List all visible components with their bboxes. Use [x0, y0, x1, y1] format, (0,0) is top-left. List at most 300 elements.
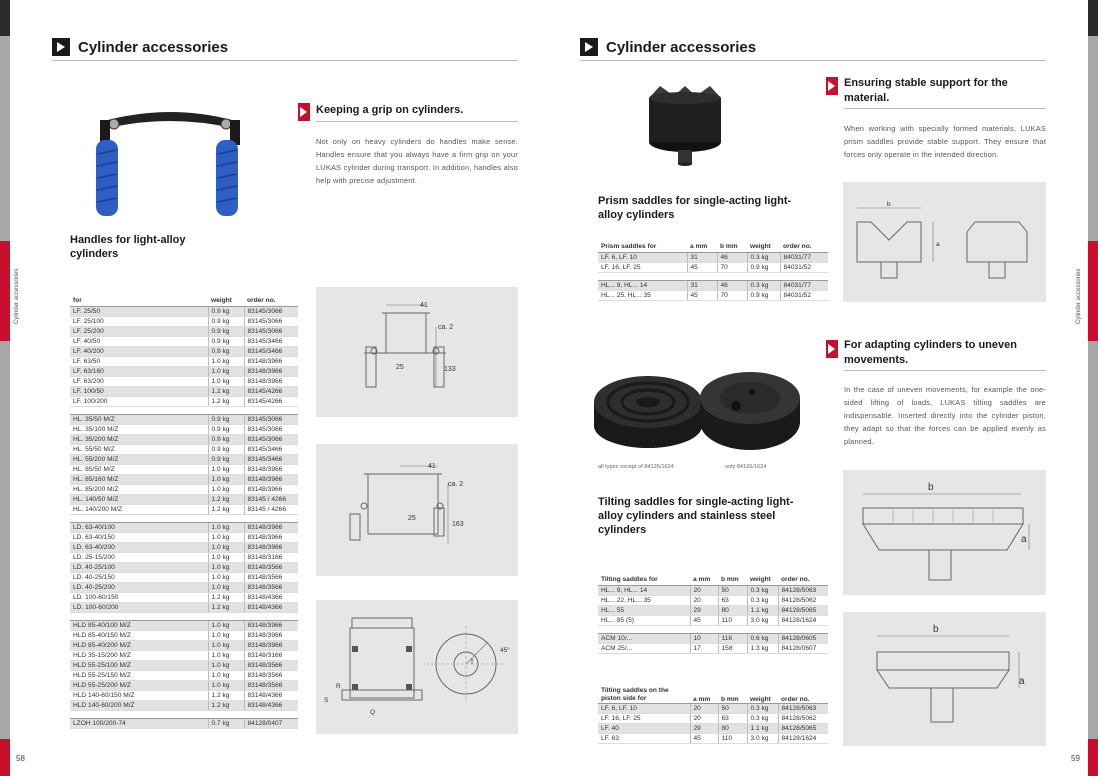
table-cell: 83148/3966 — [244, 484, 298, 494]
group-separator — [70, 406, 298, 414]
table-cell: 84031/52 — [780, 290, 828, 300]
table-cell: 1.2 kg — [208, 386, 244, 396]
table-cell: 84128/5063 — [778, 585, 828, 595]
tilting-table — [598, 575, 828, 654]
table-cell: 84128/5063 — [778, 704, 828, 714]
left-edge-dark — [0, 0, 10, 36]
table-cell: 0.3 kg — [747, 280, 780, 290]
page-number-right: 59 — [1071, 754, 1080, 763]
table-cell: HL... 9, HL... 14 — [598, 585, 690, 595]
table-row — [598, 734, 828, 744]
table-cell: HL... 85 (5) — [598, 615, 690, 625]
table-cell: 50 — [718, 704, 747, 714]
table-cell: LD. 100-60/200 — [70, 602, 208, 612]
col-header: Prism saddles for — [598, 242, 687, 252]
svg-text:25: 25 — [408, 515, 416, 522]
table-row — [70, 660, 298, 670]
table-cell: 1.0 kg — [208, 650, 244, 660]
table-cell: LF. 100/200 — [70, 396, 208, 406]
table-row — [598, 290, 828, 300]
table-cell: 83145/3466 — [244, 454, 298, 464]
table-cell: 1.2 kg — [208, 700, 244, 710]
table-row — [70, 562, 298, 572]
table-cell: HLD 85-40/100 M/Z — [70, 620, 208, 630]
table-row — [70, 602, 298, 612]
table-row — [70, 434, 298, 444]
table-cell: 1.2 kg — [208, 504, 244, 514]
adapting-heading: For adapting cylinders to uneven movements. — [844, 339, 1017, 366]
svg-text:R: R — [336, 683, 341, 690]
col-header: order no. — [778, 686, 828, 704]
adapting-rule — [844, 370, 1046, 371]
table-cell: 1.1 kg — [747, 724, 778, 734]
table-row — [70, 366, 298, 376]
table-cell: 84128/5062 — [778, 714, 828, 724]
table-cell: 84031/77 — [780, 252, 828, 262]
prism-title: Prism saddles for single-acting light-alloy cylinders — [598, 195, 792, 221]
caption-all-types: all types except of 84126/1624 — [598, 464, 674, 470]
col-header: b mm — [717, 242, 747, 252]
right-edge-grey-top — [1088, 36, 1098, 241]
table-cell: 83148/3966 — [244, 356, 298, 366]
right-edge-red-bottom — [1088, 739, 1098, 776]
table-cell: 1.0 kg — [208, 572, 244, 582]
table-row — [598, 280, 828, 290]
arrow-icon — [826, 77, 838, 95]
table-row — [70, 592, 298, 602]
table-cell: HL. 140/200 M/Z — [70, 504, 208, 514]
table-cell: 0.9 kg — [208, 444, 244, 454]
table-cell: 1.0 kg — [208, 366, 244, 376]
group-separator — [598, 625, 828, 633]
table-row — [70, 650, 298, 660]
tilting-drawing-1 — [843, 470, 1046, 595]
table-row — [70, 316, 298, 326]
cylinder-drawing-2 — [316, 444, 518, 576]
col-header: for — [70, 296, 208, 306]
table-cell: HL. 140/50 M/Z — [70, 494, 208, 504]
table-cell: LF. 40 — [598, 724, 690, 734]
table-cell: 83145 / 4266 — [244, 504, 298, 514]
table-cell: 83148/3166 — [244, 552, 298, 562]
table-cell: HLD 55-25/200 M/Z — [70, 680, 208, 690]
table-cell: HLD 140-60/200 M/Z — [70, 700, 208, 710]
handle-photo — [90, 102, 250, 222]
table-cell: LD. 63-40/150 — [70, 532, 208, 542]
table-cell: LD. 63-40/200 — [70, 542, 208, 552]
table-cell: HL. 35/200 M/Z — [70, 434, 208, 444]
svg-text:163: 163 — [452, 521, 464, 528]
svg-text:133: 133 — [444, 366, 456, 373]
table-cell: LF. 63 — [598, 734, 690, 744]
table-row — [70, 620, 298, 630]
svg-text:T: T — [470, 659, 474, 666]
table-row — [70, 690, 298, 700]
arrow-icon — [52, 38, 70, 56]
grip-rule — [316, 121, 518, 122]
tilting-saddle-photos — [590, 368, 810, 458]
svg-text:a: a — [936, 241, 940, 248]
svg-text:a: a — [1021, 534, 1027, 545]
table-cell: 83148/3566 — [244, 660, 298, 670]
table-row — [70, 700, 298, 710]
right-page-header — [580, 36, 756, 58]
tilting-drawing-2 — [843, 612, 1046, 746]
table-cell: LD. 100-60/150 — [70, 592, 208, 602]
table-cell: LD. 25-15/200 — [70, 552, 208, 562]
cylinder-drawing-1 — [316, 287, 518, 417]
col-header: a mm — [690, 575, 718, 585]
table-row — [70, 494, 298, 504]
piston-table — [598, 686, 828, 744]
handles-table — [70, 296, 298, 729]
table-cell: 83145/3066 — [244, 306, 298, 316]
table-cell: 0.9 kg — [208, 346, 244, 356]
table-cell: 83148/4366 — [244, 690, 298, 700]
prism-saddle-photo — [640, 80, 730, 170]
table-cell: 29 — [690, 724, 718, 734]
table-cell: LF. 63/50 — [70, 356, 208, 366]
grip-heading: Keeping a grip on cylinders. — [316, 104, 464, 116]
col-header: weight — [747, 686, 778, 704]
col-header: order no. — [780, 242, 828, 252]
table-cell: 70 — [717, 262, 747, 272]
table-row — [70, 670, 298, 680]
table-cell: 1.3 kg — [747, 643, 778, 653]
table-cell: 1.0 kg — [208, 376, 244, 386]
table-cell: 83145/3066 — [244, 424, 298, 434]
svg-text:25: 25 — [396, 364, 404, 371]
table-cell: 84128/1624 — [778, 734, 828, 744]
table-cell: 0.3 kg — [747, 252, 780, 262]
table-row — [598, 585, 828, 595]
table-cell: 0.9 kg — [747, 290, 780, 300]
table-cell: LF. 100/50 — [70, 386, 208, 396]
group-separator — [598, 272, 828, 280]
table-cell: 83148/3966 — [244, 464, 298, 474]
table-cell: 1.0 kg — [208, 660, 244, 670]
right-title-rule — [580, 60, 1046, 61]
page-number-left: 58 — [16, 754, 25, 763]
table-cell: 83148/4366 — [244, 602, 298, 612]
svg-text:41: 41 — [420, 302, 428, 309]
grip-text: Not only on heavy cylinders do handles make sense. Handles ensure that you always have a firm grip on your LUKAS cylinder during transport. In addition, handles also help with precise adjustment. — [316, 137, 518, 185]
table-cell: 1.2 kg — [208, 690, 244, 700]
table-row — [598, 605, 828, 615]
table-cell: 83145/3466 — [244, 346, 298, 356]
table-cell: LF. 6, LF. 10 — [598, 704, 690, 714]
table-cell: 83148/3966 — [244, 620, 298, 630]
table-cell: 1.2 kg — [208, 592, 244, 602]
col-header: order no. — [244, 296, 298, 306]
left-side-label: Cylinder accessories — [14, 268, 20, 324]
prism-table — [598, 242, 828, 301]
col-header: a mm — [690, 686, 718, 704]
table-cell: 20 — [690, 714, 718, 724]
table-cell: HL. 35/50 M/Z — [70, 414, 208, 424]
table-row — [70, 376, 298, 386]
table-cell: 0.9 kg — [208, 326, 244, 336]
table-row — [70, 680, 298, 690]
table-cell: 84128/0607 — [778, 643, 828, 653]
arrow-icon — [298, 103, 310, 121]
table-row — [598, 704, 828, 714]
table-cell: HL... 9, HL... 14 — [598, 280, 687, 290]
table-cell: HL. 85/50 M/Z — [70, 464, 208, 474]
table-cell: 84031/77 — [780, 280, 828, 290]
table-cell: 31 — [687, 252, 717, 262]
table-cell: 110 — [718, 734, 747, 744]
table-cell: 83148/3966 — [244, 366, 298, 376]
arrow-icon — [826, 340, 838, 358]
table-cell: 83148/3966 — [244, 474, 298, 484]
table-cell: 0.3 kg — [747, 704, 778, 714]
table-cell: HL... 55 — [598, 605, 690, 615]
group-separator — [70, 514, 298, 522]
table-cell: 80 — [718, 724, 747, 734]
svg-text:ca. 2: ca. 2 — [438, 324, 454, 331]
table-cell: LF. 16, LF. 25 — [598, 262, 687, 272]
table-cell: 83145 / 4266 — [244, 494, 298, 504]
table-cell: ACM 25/... — [598, 643, 690, 653]
left-edge-red — [0, 241, 10, 341]
table-row — [598, 595, 828, 605]
table-row — [70, 572, 298, 582]
table-cell: 0.9 kg — [208, 434, 244, 444]
group-separator — [70, 710, 298, 718]
table-row — [70, 326, 298, 336]
table-cell: 1.0 kg — [208, 552, 244, 562]
table-cell: LD. 40-25/100 — [70, 562, 208, 572]
svg-text:45°: 45° — [500, 647, 510, 654]
col-header: Tilting saddles for — [598, 575, 690, 585]
cylinder-drawing-3 — [316, 600, 518, 734]
table-cell: 0.9 kg — [747, 262, 780, 272]
table-cell: 0.9 kg — [208, 454, 244, 464]
table-cell: HLD 85-40/150 M/Z — [70, 630, 208, 640]
table-cell: 83148/3966 — [244, 522, 298, 532]
table-cell: 84128/1624 — [778, 615, 828, 625]
table-row — [70, 532, 298, 542]
group-separator — [70, 612, 298, 620]
table-cell: 1.0 kg — [208, 630, 244, 640]
svg-text:41: 41 — [428, 463, 436, 470]
col-header: Tilting saddles on the piston side for — [598, 686, 690, 704]
table-cell: 1.0 kg — [208, 484, 244, 494]
table-cell: 1.0 kg — [208, 620, 244, 630]
table-cell: 50 — [718, 585, 747, 595]
left-edge-grey-top — [0, 36, 10, 241]
table-cell: 0.9 kg — [208, 424, 244, 434]
col-header: order no. — [778, 575, 828, 585]
table-cell: HLD 85-40/200 M/Z — [70, 640, 208, 650]
table-cell: 83148/3566 — [244, 562, 298, 572]
table-cell: HL. 35/100 M/Z — [70, 424, 208, 434]
table-row — [70, 582, 298, 592]
table-cell: ACM 10/... — [598, 633, 690, 643]
table-row — [70, 504, 298, 514]
table-cell: 0.3 kg — [747, 585, 778, 595]
table-cell: 20 — [690, 585, 718, 595]
table-cell: 0.6 kg — [747, 633, 778, 643]
table-row — [70, 454, 298, 464]
table-cell: 17 — [690, 643, 718, 653]
table-cell: 83145/4266 — [244, 386, 298, 396]
table-cell: 45 — [690, 615, 718, 625]
table-cell: HL. 85/200 M/Z — [70, 484, 208, 494]
arrow-icon — [580, 38, 598, 56]
table-cell: 45 — [687, 290, 717, 300]
table-row — [70, 630, 298, 640]
support-rule — [844, 108, 1046, 109]
table-row — [70, 346, 298, 356]
caption-only: only 84126/1624 — [725, 464, 767, 470]
table-cell: 1.0 kg — [208, 532, 244, 542]
table-cell: 0.7 kg — [208, 718, 244, 728]
left-title-rule — [52, 60, 518, 61]
table-cell: 83145/3066 — [244, 414, 298, 424]
table-cell: LF. 25/50 — [70, 306, 208, 316]
table-row — [70, 356, 298, 366]
svg-text:Q: Q — [370, 709, 376, 716]
table-cell: 3.0 kg — [747, 734, 778, 744]
table-cell: 29 — [690, 605, 718, 615]
table-cell: HLD 140-60/150 M/Z — [70, 690, 208, 700]
table-cell: 110 — [718, 615, 747, 625]
right-edge-red — [1088, 241, 1098, 341]
table-cell: 80 — [718, 605, 747, 615]
table-cell: 70 — [717, 290, 747, 300]
table-cell: 83148/4366 — [244, 592, 298, 602]
left-page-title: Cylinder accessories — [78, 38, 229, 56]
table-cell: 83145/3466 — [244, 444, 298, 454]
table-cell: LF. 25/100 — [70, 316, 208, 326]
table-row — [598, 714, 828, 724]
table-cell: 158 — [718, 643, 747, 653]
table-cell: 84128/5065 — [778, 605, 828, 615]
table-row — [70, 444, 298, 454]
right-side-label: Cylinder accessories — [1076, 268, 1082, 324]
table-cell: 83148/3566 — [244, 670, 298, 680]
table-cell: HL... 25, HL... 35 — [598, 290, 687, 300]
table-cell: 1.0 kg — [208, 680, 244, 690]
table-cell: 84128/0605 — [778, 633, 828, 643]
table-row — [598, 633, 828, 643]
table-cell: LF. 6, LF. 10 — [598, 252, 687, 262]
table-cell: 83148/3966 — [244, 532, 298, 542]
table-row — [598, 615, 828, 625]
table-cell: 118 — [718, 633, 747, 643]
table-row — [70, 718, 298, 728]
table-cell: 83145/3066 — [244, 326, 298, 336]
table-cell: 84128/5065 — [778, 724, 828, 734]
table-cell: 31 — [687, 280, 717, 290]
table-row — [70, 542, 298, 552]
table-cell: 46 — [717, 280, 747, 290]
table-row — [70, 336, 298, 346]
table-cell: LF. 16, LF. 25 — [598, 714, 690, 724]
col-header: weight — [208, 296, 244, 306]
table-row — [70, 386, 298, 396]
table-cell: 1.2 kg — [208, 602, 244, 612]
table-cell: 1.0 kg — [208, 582, 244, 592]
table-cell: 83145/4266 — [244, 396, 298, 406]
table-row — [70, 484, 298, 494]
table-row — [70, 396, 298, 406]
table-cell: 1.0 kg — [208, 542, 244, 552]
table-cell: 1.0 kg — [208, 356, 244, 366]
table-cell: 83145/3066 — [244, 316, 298, 326]
table-cell: 84128/5062 — [778, 595, 828, 605]
table-cell: 83148/3966 — [244, 640, 298, 650]
table-cell: HLD 55-25/100 M/Z — [70, 660, 208, 670]
table-row — [70, 306, 298, 316]
left-edge-red-bottom — [0, 739, 10, 776]
right-edge-grey-bottom — [1088, 341, 1098, 739]
table-cell: 0.9 kg — [208, 414, 244, 424]
table-row — [598, 252, 828, 262]
table-row — [598, 643, 828, 653]
right-edge-dark — [1088, 0, 1098, 36]
prism-drawing — [843, 182, 1046, 302]
support-heading: Ensuring stable support for the material. — [844, 77, 1008, 104]
table-cell: 20 — [690, 704, 718, 714]
table-cell: 0.9 kg — [208, 306, 244, 316]
svg-text:b: b — [933, 624, 939, 635]
table-cell: HL... 22, HL... 35 — [598, 595, 690, 605]
table-cell: 83148/3966 — [244, 630, 298, 640]
col-header: b mm — [718, 575, 747, 585]
left-page-header — [52, 36, 228, 58]
table-cell: 46 — [717, 252, 747, 262]
table-cell: 84031/52 — [780, 262, 828, 272]
table-cell: 83145/3466 — [244, 336, 298, 346]
table-cell: 83148/3566 — [244, 680, 298, 690]
table-cell: 0.3 kg — [747, 714, 778, 724]
table-cell: HLD 55-25/150 M/Z — [70, 670, 208, 680]
table-row — [70, 552, 298, 562]
table-cell: 83148/3966 — [244, 376, 298, 386]
table-cell: 63 — [718, 595, 747, 605]
table-cell: 0.3 kg — [747, 595, 778, 605]
table-cell: 20 — [690, 595, 718, 605]
svg-text:a: a — [1019, 676, 1025, 687]
table-cell: HL. 55/200 M/Z — [70, 454, 208, 464]
table-cell: LD. 40-25/200 — [70, 582, 208, 592]
table-cell: LD. 40-25/150 — [70, 572, 208, 582]
table-cell: 1.0 kg — [208, 670, 244, 680]
handles-title: Handles for light-alloy cylinders — [70, 234, 186, 260]
table-cell: 45 — [687, 262, 717, 272]
table-row — [70, 464, 298, 474]
table-cell: 1.0 kg — [208, 522, 244, 532]
table-cell: 83145/3066 — [244, 434, 298, 444]
table-cell: LF. 25/200 — [70, 326, 208, 336]
table-row — [70, 474, 298, 484]
table-cell: HLD 35-15/200 M/Z — [70, 650, 208, 660]
col-header: a mm — [687, 242, 717, 252]
table-cell: HL. 55/50 M/Z — [70, 444, 208, 454]
svg-text:b: b — [887, 201, 891, 208]
table-row — [70, 414, 298, 424]
svg-text:b: b — [928, 482, 934, 493]
table-cell: HL. 85/160 M/Z — [70, 474, 208, 484]
table-cell: 45 — [690, 734, 718, 744]
left-edge-grey-bottom — [0, 341, 10, 739]
table-row — [598, 724, 828, 734]
table-cell: LF. 63/200 — [70, 376, 208, 386]
right-page-title: Cylinder accessories — [606, 38, 757, 56]
